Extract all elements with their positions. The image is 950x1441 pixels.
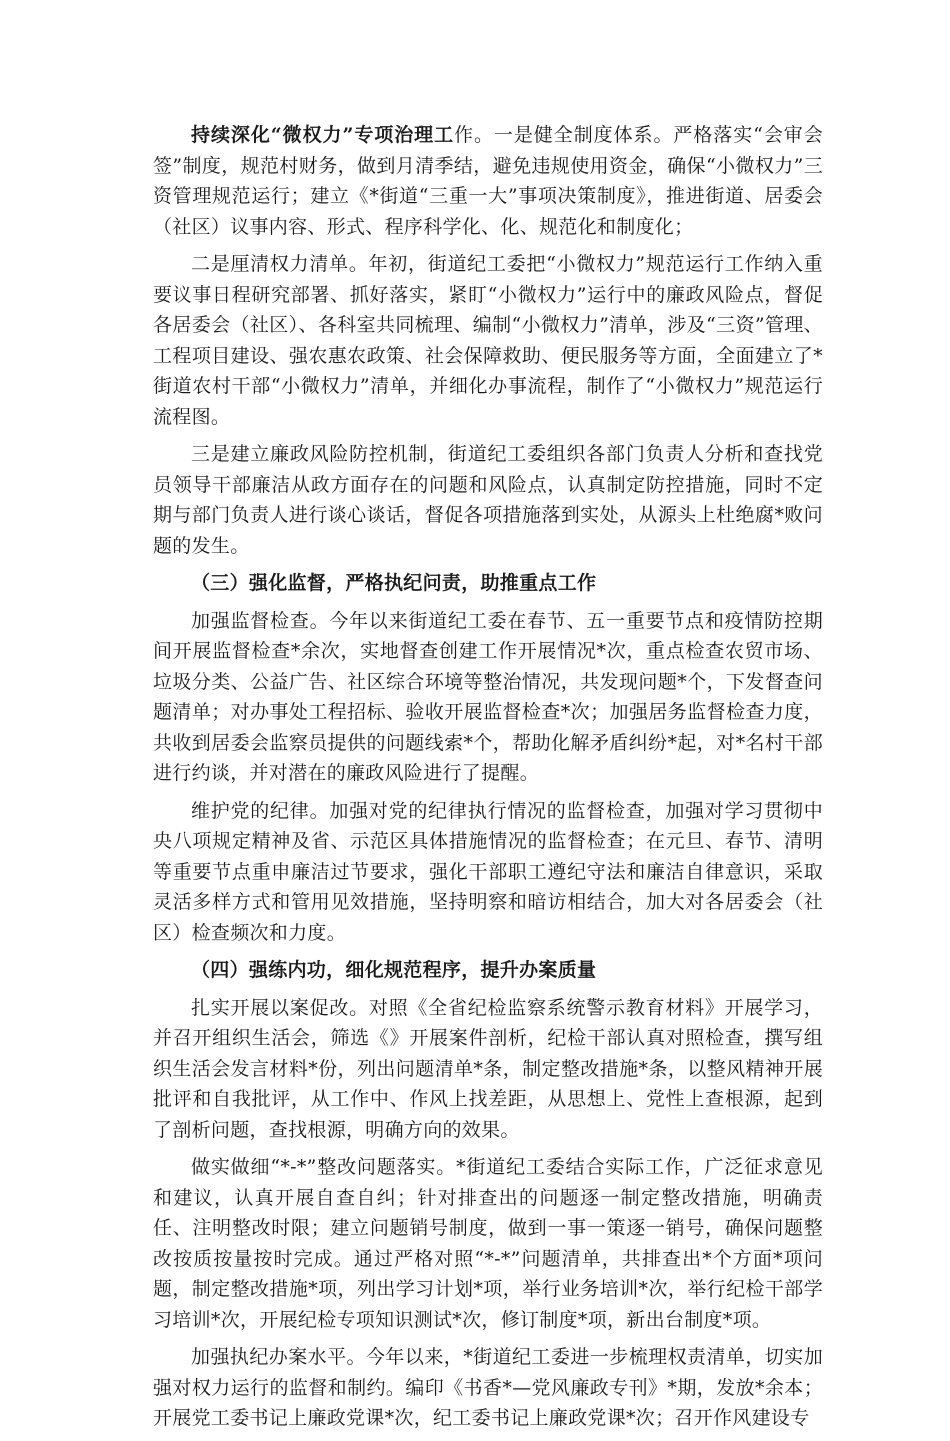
- document-page: [153, 120, 823, 1441]
- paragraph-text: 作。一是健全制度体系。严格落实“会审会签”制度，规范村财务，做到月清季结，避免违规使用资金，确保“小微权力”三资管理规范运行；建立《*街道“三重一大”事项决策制度》，推进街道、居委会（社区）议事内容、形式、程序科学化、化、规范化和制度化；: [153, 124, 824, 238]
- paragraph-bold-lead: 持续深化“微权力”专项治理工: [191, 124, 455, 146]
- paragraph-supervision-inspection: 加强监督检查。今年以来街道纪工委在春节、五一重要节点和疫情防控期间开展监督检查*余次，实地督查创建工作开展情况*次，重点检查农贸市场、垃圾分类、公益广告、社区综合环境等整治情况，共发现问题*个，下发督查问题清单；对办事处工程招标、验收开展监督检查*次；加强居务监督检查力度，共收到居委会监察员提供的问题线索*个，帮助化解矛盾纠纷*起，对*名村干部进行约谈，并对潜在的廉政风险进行了提醒。: [153, 609, 823, 784]
- section-heading-3: （三）强化监督，严格执纪问责，助推重点工作: [191, 572, 597, 594]
- paragraph-rectification: 做实做细“*-*”整改问题落实。*街道纪工委结合实际工作，广泛征求意见和建议，认真开展自查自纠；针对排查出的问题逐一制定整改措施，明确责任、注明整改时限；建立问题销号制度，做到一事一策逐一销号，确保问题整改按质按量按时完成。通过严格对照“*-*”问题清单，共排查出*个方面*项问题，制定整改措施*项，列出学习计划*项，举行业务培训*次，举行纪检干部学习培训*次，开展纪检专项知识测试*次，修订制度*项，新出台制度*项。: [153, 1156, 823, 1331]
- paragraph-micro-power-governance: [153, 120, 823, 242]
- paragraph-case-handling: 加强执纪办案水平。今年以来，*街道纪工委进一步梳理权责清单，切实加强对权力运行的监督和制约。编印《书香*—党风廉政专刊》*期，发放*余本；开展党工委书记上廉政党课*次，纪工委书记上廉政党课*次；召开作风建设专: [153, 1346, 823, 1429]
- paragraph-power-list: 二是厘清权力清单。年初，街道纪工委把“小微权力”规范运行工作纳入重要议事日程研究部署、抓好落实，紧盯“小微权力”运行中的廉政风险点，督促各居委会（社区）、各科室共同梳理、编制“小微权力”清单，涉及“三资”管理、工程项目建设、强农惠农政策、社会保障救助、便民服务等方面，全面建立了*街道农村干部“小微权力”清单，并细化办事流程，制作了“小微权力”规范运行流程图。: [153, 253, 823, 428]
- paragraph-party-discipline: 维护党的纪律。加强对党的纪律执行情况的监督检查，加强对学习贯彻中央八项规定精神及省、示范区具体措施情况的监督检查；在元旦、春节、清明等重要节点重申廉洁过节要求，强化干部职工遵纪守法和廉洁自律意识，采取灵活多样方式和管用见效措施，坚持明察和暗访相结合，加大对各居委会（社区）检查频次和力度。: [153, 799, 823, 944]
- section-heading-4: （四）强练内功，细化规范程序，提升办案质量: [191, 959, 597, 981]
- paragraph-case-reform: 扎实开展以案促改。对照《全省纪检监察系统警示教育材料》开展学习，并召开组织生活会，筛选《》开展案件剖析，纪检干部认真对照检查，撰写组织生活会发言材料*份，列出问题清单*条，制定整改措施*条，以整风精神开展批评和自我批评，从工作中、作风上找差距，从思想上、党性上查根源，起到了剖析问题，查找根源，明确方向的效果。: [153, 996, 823, 1141]
- paragraph-risk-control: 三是建立廉政风险防控机制，街道纪工委组织各部门负责人分析和查找党员领导干部廉洁从政方面存在的问题和风险点，认真制定防控措施，同时不定期与部门负责人进行谈心谈话，督促各项措施落到实处，从源头上杜绝腐*败问题的发生。: [153, 443, 823, 557]
